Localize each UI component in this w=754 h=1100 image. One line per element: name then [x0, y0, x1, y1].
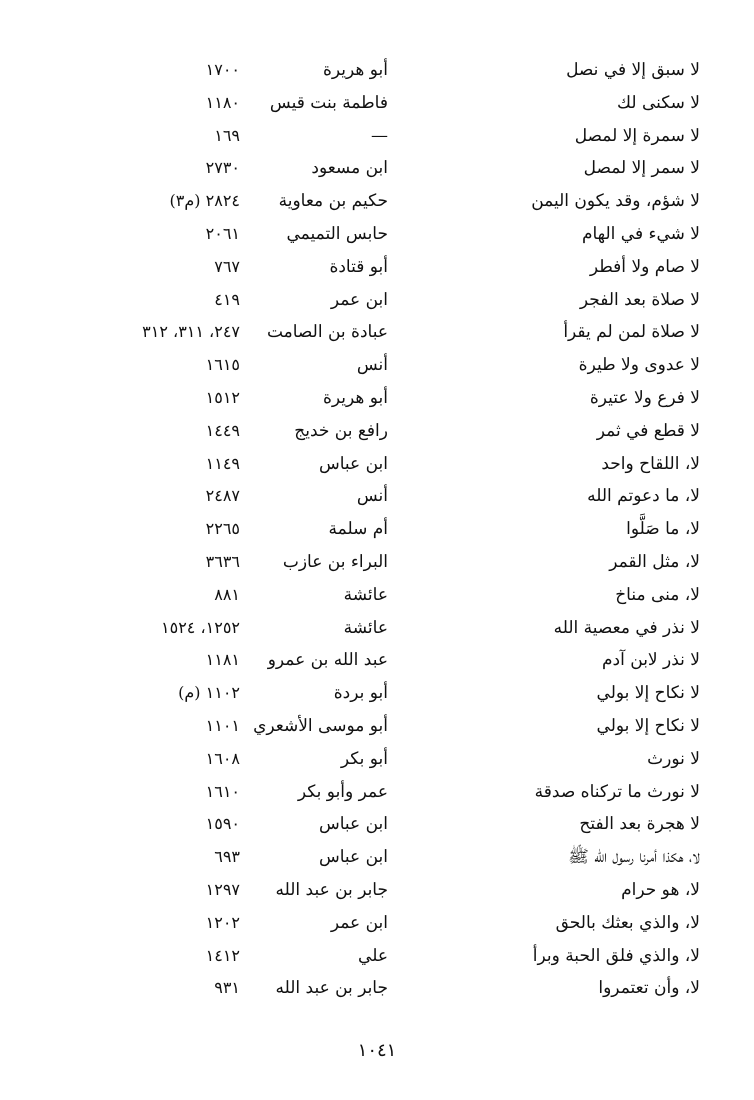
hadith-text: لا نكاح إلا بولي [596, 715, 700, 736]
hadith-text: لا صلاة بعد الفجر [579, 289, 700, 310]
hadith-text: لا نورث [647, 748, 700, 769]
index-row [0, 579, 754, 612]
index-row [0, 776, 754, 809]
page-number: ١٠٤١ [357, 1040, 397, 1061]
narrator-name: عبد الله بن عمرو [267, 650, 388, 671]
hadith-reference-numbers: ١٦٩ [214, 125, 240, 145]
index-row [0, 972, 754, 1005]
narrator-name: حكيم بن معاوية [278, 191, 388, 212]
narrator-name: أبو قتادة [329, 256, 388, 277]
index-row [0, 841, 754, 874]
index-row [0, 415, 754, 448]
hadith-reference-numbers: ٩٣١ [214, 978, 240, 998]
index-row [0, 251, 754, 284]
narrator-name: عبادة بن الصامت [266, 322, 388, 343]
hadith-reference-numbers: ١١٨٠ [205, 92, 240, 112]
hadith-reference-numbers: ١٦١٥ [205, 355, 240, 375]
hadith-reference-numbers: ١١٠١ [205, 715, 240, 735]
index-row [0, 513, 754, 546]
index-row [0, 940, 754, 973]
index-row [0, 87, 754, 120]
narrator-name: أبو بردة [333, 683, 388, 704]
narrator-name: عائشة [343, 584, 388, 605]
narrator-name: البراء بن عازب [282, 551, 388, 572]
index-row [0, 874, 754, 907]
index-row [0, 546, 754, 579]
narrator-name: جابر بن عبد الله [275, 879, 388, 900]
hadith-text: لا نكاح إلا بولي [596, 683, 700, 704]
hadith-reference-numbers: ٢٧٣٠ [205, 158, 240, 178]
hadith-reference-numbers: ١٢٥٢، ١٥٢٤ [161, 617, 240, 637]
narrator-name: ابن عمر [330, 912, 388, 933]
index-row [0, 120, 754, 153]
hadith-text: لا عدوى ولا طيرة [578, 355, 700, 376]
hadith-text: لا، ما دعوتم الله [587, 486, 700, 507]
narrator-name: فاطمة بنت قيس [269, 92, 388, 113]
narrator-name: عائشة [343, 617, 388, 638]
hadith-reference-numbers: ٢٨٢٤ (م٣) [169, 191, 240, 211]
narrator-name: أنس [356, 355, 388, 376]
narrator-name: عمر وأبو بكر [297, 781, 388, 802]
index-row [0, 644, 754, 677]
narrator-name: ابن مسعود [311, 158, 388, 179]
hadith-text: لا، منى مناخ [615, 584, 700, 605]
hadith-reference-numbers: ٢٤٨٧ [205, 486, 240, 506]
hadith-text: لا فرع ولا عتيرة [589, 387, 700, 408]
hadith-reference-numbers: ٢٤٧، ٣١١، ٣١٢ [142, 322, 240, 342]
index-row [0, 808, 754, 841]
hadith-reference-numbers: ١٧٠٠ [205, 60, 240, 79]
narrator-name: — [371, 125, 388, 146]
index-row [0, 743, 754, 776]
hadith-reference-numbers: ١٢٩٧ [205, 879, 240, 899]
hadith-reference-numbers: ٦٩٣ [214, 847, 240, 867]
hadith-text: لا قطع في ثمر [596, 420, 700, 441]
narrator-name: أنس [356, 486, 388, 507]
hadith-text: لا شؤم، وقد يكون اليمن [531, 191, 700, 212]
hadith-text: لا صام ولا أفطر [589, 256, 700, 277]
hadith-text: لا، والذي فلق الحبة وبرأ [532, 945, 700, 966]
narrator-name: جابر بن عبد الله [275, 978, 388, 999]
hadith-reference-numbers: ١٢٠٢ [205, 912, 240, 932]
hadith-reference-numbers: ١١٨١ [205, 650, 240, 670]
hadith-text: لا نورث ما تركناه صدقة [534, 781, 700, 802]
narrator-name: ابن عباس [318, 814, 388, 835]
hadith-text: لا نذر في معصية الله [553, 617, 700, 638]
hadith-text: لا، هو حرام [621, 879, 700, 900]
index-row [0, 152, 754, 185]
index-row [0, 480, 754, 513]
hadith-text: لا هجرة بعد الفتح [579, 814, 700, 835]
hadith-reference-numbers: ٨٨١ [214, 584, 240, 604]
index-row [0, 710, 754, 743]
hadith-text: لا، مثل القمر [609, 551, 700, 572]
narrator-name: أم سلمة [328, 519, 388, 540]
index-row [0, 54, 754, 87]
narrator-name: رافع بن خديج [294, 420, 388, 441]
index-row [0, 284, 754, 317]
narrator-name: علي [358, 945, 388, 966]
index-row [0, 316, 754, 349]
index-row [0, 907, 754, 940]
hadith-reference-numbers: ٣٦٣٦ [205, 551, 240, 571]
hadith-text: لا شيء في الهام [581, 223, 700, 244]
narrator-name: حابس التميمي [286, 223, 388, 244]
hadith-reference-numbers: ١٤٤٩ [205, 420, 240, 440]
hadith-index-table [0, 54, 754, 1005]
hadith-reference-numbers: ٢٢٦٥ [205, 519, 240, 539]
hadith-text: لا نذر لابن آدم [602, 650, 700, 671]
index-row [0, 677, 754, 710]
narrator-name: أبو هريرة [322, 387, 388, 408]
hadith-text: لا سبق إلا في نصل [566, 60, 700, 80]
index-row [0, 382, 754, 415]
hadith-text: لا، والذي بعثك بالحق [555, 912, 700, 933]
hadith-reference-numbers: ١١٠٢ (م) [178, 683, 240, 703]
hadith-text: لا، اللقاح واحد [601, 453, 700, 474]
narrator-name: ابن عباس [318, 847, 388, 868]
hadith-reference-numbers: ٤١٩ [214, 289, 240, 309]
hadith-reference-numbers: ١٦١٠ [205, 781, 240, 801]
narrator-name: ابن عباس [318, 453, 388, 474]
hadith-text: لا، ما صَلَّوا [626, 519, 700, 540]
hadith-text: لا سمر إلا لمصل [583, 158, 700, 179]
narrator-name: أبو بكر [340, 748, 388, 769]
narrator-name: ابن عمر [330, 289, 388, 310]
hadith-reference-numbers: ١١٤٩ [205, 453, 240, 473]
hadith-reference-numbers: ١٦٠٨ [205, 748, 240, 768]
hadith-text: لا سكنى لك [617, 92, 700, 113]
hadith-reference-numbers: ٢٠٦١ [205, 223, 240, 243]
hadith-reference-numbers: ١٥٩٠ [205, 814, 240, 834]
index-row [0, 448, 754, 481]
index-row [0, 185, 754, 218]
hadith-text: لا سمرة إلا لمصل [574, 125, 700, 146]
index-row [0, 218, 754, 251]
narrator-name: أبو موسى الأشعري [253, 715, 388, 736]
hadith-reference-numbers: ١٤١٢ [205, 945, 240, 965]
hadith-text: لا صلاة لمن لم يقرأ [563, 322, 700, 343]
hadith-text: لا، هكذا أمرنا رسول الله ﷺ [568, 847, 700, 868]
narrator-name: أبو هريرة [322, 60, 388, 80]
index-row [0, 612, 754, 645]
hadith-reference-numbers: ٧٦٧ [214, 256, 240, 276]
hadith-text: لا، وأن تعتمروا [598, 978, 700, 999]
index-row [0, 349, 754, 382]
hadith-reference-numbers: ١٥١٢ [205, 387, 240, 407]
